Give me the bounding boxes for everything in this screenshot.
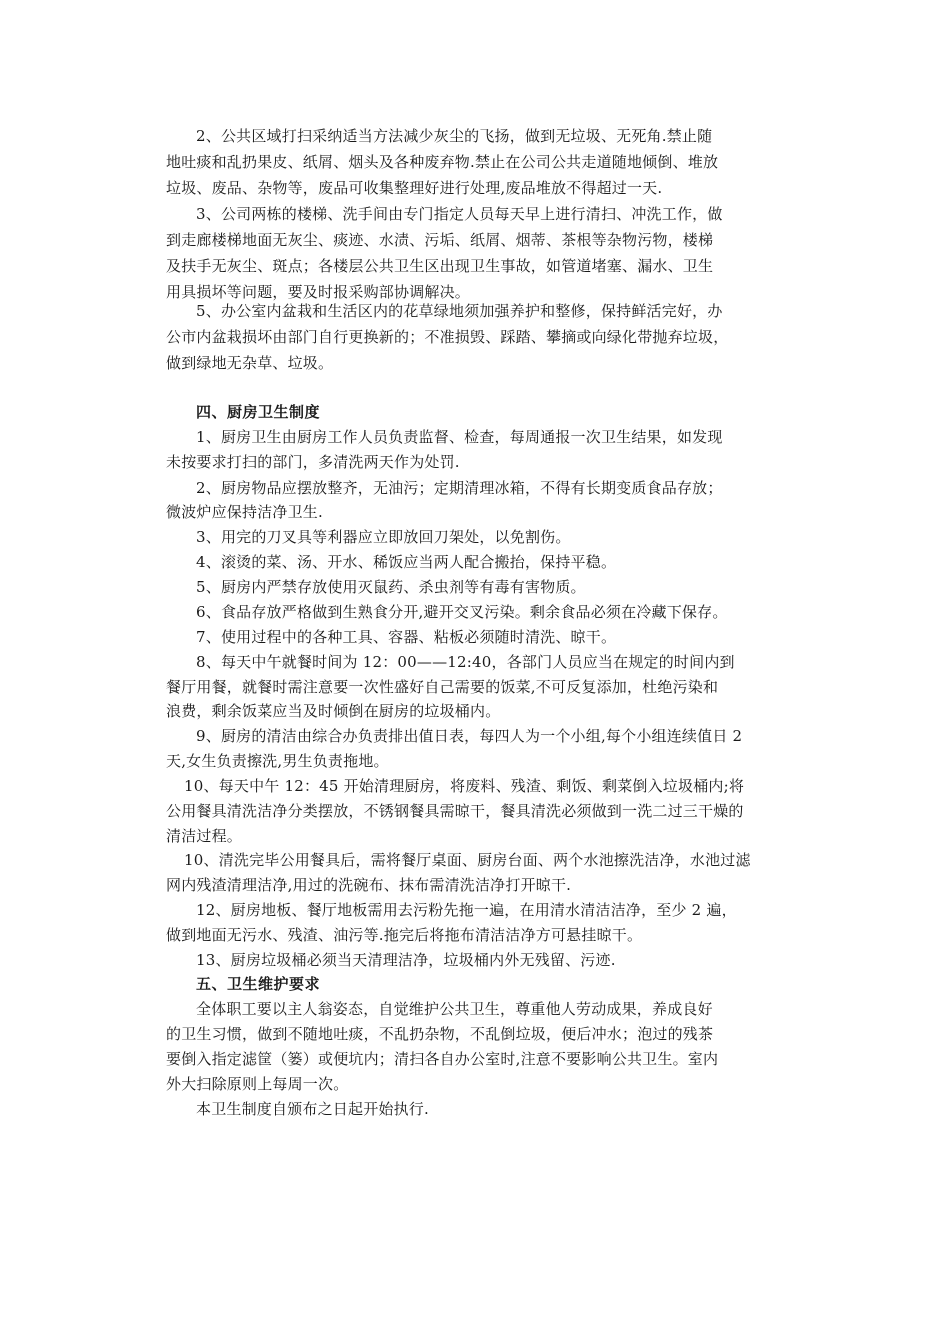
list-item-line: 未按要求打扫的部门，多清洗两天作为处罚. [166,453,460,471]
paragraph-line: 公市内盆栽损坏由部门自行更换新的；不准损毁、踩踏、攀摘或向绿化带抛弃垃圾， [166,328,729,346]
list-item-line: 13、厨房垃圾桶必须当天清理洁净，垃圾桶内外无残留、污迹. [196,951,616,969]
paragraph-line: 及扶手无灰尘、斑点；各楼层公共卫生区出现卫生事故，如管道堵塞、漏水、卫生 [166,257,714,275]
list-item-line: 1、厨房卫生由厨房工作人员负责监督、检查，每周通报一次卫生结果，如发现 [196,428,723,446]
list-item-line: 2、厨房物品应摆放整齐，无油污；定期清理冰箱，不得有长期变质食品存放； [196,479,723,497]
list-item-line: 3、用完的刀叉具等利器应立即放回刀架处，以免割伤。 [196,528,571,546]
list-item-line: 浪费，剩余饭菜应当及时倾倒在厨房的垃圾桶内。 [166,702,501,720]
section-heading: 五、卫生维护要求 [196,975,321,993]
paragraph-line: 到走廊楼梯地面无灰尘、痰迹、水渍、污垢、纸屑、烟蒂、茶根等杂物污物，楼梯 [166,231,714,249]
paragraph-line: 3、公司两栋的楼梯、洗手间由专门指定人员每天早上进行清扫、冲洗工作，做 [196,205,723,223]
paragraph-line: 要倒入指定滤筐（篓）或便坑内；清扫各自办公室时,注意不要影响公共卫生。室内 [166,1050,719,1068]
paragraph-line: 的卫生习惯，做到不随地吐痰，不乱扔杂物，不乱倒垃圾，便后冲水；泡过的残茶 [166,1025,714,1043]
list-item-line: 6、食品存放严格做到生熟食分开,避开交叉污染。剩余食品必须在冷藏下保存。 [196,603,728,621]
paragraph-line: 5、办公室内盆栽和生活区内的花草绿地须加强养护和整修，保持鲜活完好，办 [196,302,723,320]
closing-statement: 本卫生制度自颁布之日起开始执行. [196,1100,429,1118]
list-item-line: 微波炉应保持洁净卫生. [166,503,323,521]
list-item-line: 9、厨房的清洁由综合办负责排出值日表，每四人为一个小组,每个小组连续值日 2 [196,727,743,745]
paragraph-line: 外大扫除原则上每周一次。 [166,1075,349,1093]
list-item-line: 做到地面无污水、残渣、油污等.拖完后将拖布清洁洁净方可悬挂晾干。 [166,926,643,944]
list-item-line: 网内残渣清理洁净,用过的洗碗布、抹布需清洗洁净打开晾干. [166,876,572,894]
section-heading: 四、厨房卫生制度 [196,403,321,421]
list-item-line: 5、厨房内严禁存放使用灭鼠药、杀虫剂等有毒有害物质。 [196,578,586,596]
paragraph-line: 做到绿地无杂草、垃圾。 [166,354,334,372]
paragraph-line: 2、公共区域打扫采纳适当方法减少灰尘的飞扬，做到无垃圾、无死角.禁止随 [196,127,713,145]
list-item-line: 8、每天中午就餐时间为 12：00——12:40，各部门人员应当在规定的时间内到 [196,653,735,671]
list-item-line: 7、使用过程中的各种工具、容器、粘板必须随时清洗、晾干。 [196,628,617,646]
paragraph-line: 地吐痰和乱扔果皮、纸屑、烟头及各种废弃物.禁止在公司公共走道随地倾倒、堆放 [166,153,719,171]
paragraph-line: 用具损坏等问题，要及时报采购部协调解决。 [166,283,471,301]
paragraph-line: 全体职工要以主人翁姿态，自觉维护公共卫生，尊重他人劳动成果，养成良好 [196,1000,713,1018]
list-item-line: 公用餐具清洗洁净分类摆放，不锈钢餐具需晾干，餐具清洗必须做到一洗二过三干燥的 [166,802,744,820]
paragraph-line: 垃圾、废品、杂物等，废品可收集整理好进行处理,废品堆放不得超过一天. [166,179,663,197]
list-item-line: 清洁过程。 [166,827,243,845]
list-item-line: 天,女生负责擦洗,男生负责拖地。 [166,752,389,770]
list-item-line: 4、滚烫的菜、汤、开水、稀饭应当两人配合搬抬，保持平稳。 [196,553,617,571]
list-item-line: 10、清洗完毕公用餐具后，需将餐厅桌面、厨房台面、两个水池擦洗洁净，水池过滤 [184,851,751,869]
list-item-line: 餐厅用餐，就餐时需注意要一次性盛好自己需要的饭菜,不可反复添加，杜绝污染和 [166,678,719,696]
list-item-line: 12、厨房地板、餐厅地板需用去污粉先拖一遍，在用清水清洁洁净，至少 2 遍， [196,901,737,919]
list-item-line: 10、每天中午 12：45 开始清理厨房，将废料、残渣、剩饭、剩菜倒入垃圾桶内;将 [184,777,745,795]
